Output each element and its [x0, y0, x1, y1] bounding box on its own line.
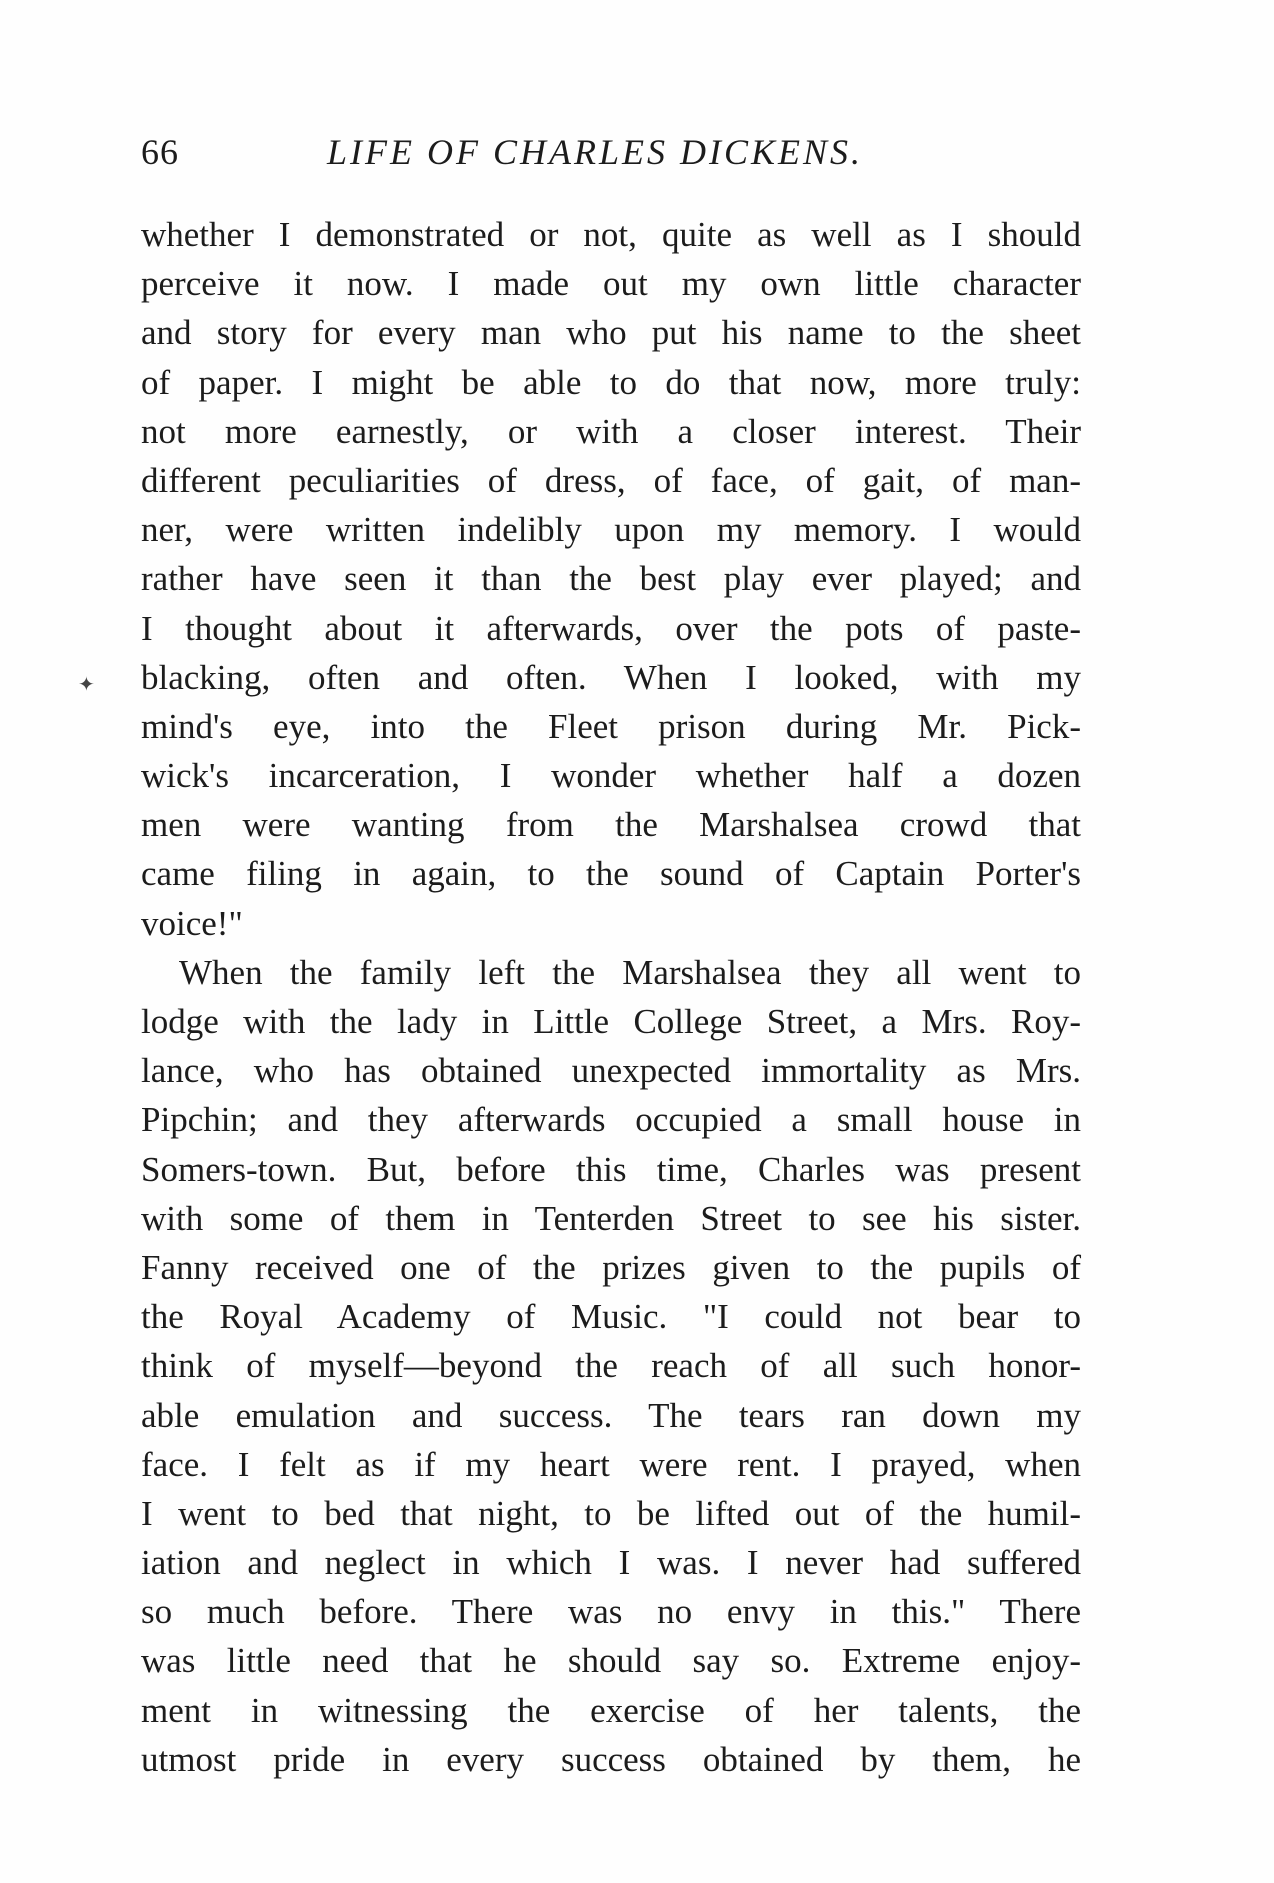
body-text: [141, 210, 1081, 1784]
paragraph-1: [141, 210, 1081, 948]
text-line: rather have seen it than the best play ever played; and: [141, 559, 1081, 599]
text-line: When the family left the Marshalsea they all went to: [179, 952, 1081, 992]
text-line: lodge with the lady in Little College Street, a Mrs. Roy-: [141, 1002, 1081, 1041]
text-line: men were wanting from the Marshalsea crowd that: [141, 805, 1081, 845]
text-line: I went to bed that night, to be lifted out of the humil-: [141, 1493, 1081, 1533]
text-line: face. I felt as if my heart were rent. I prayed, when: [141, 1444, 1081, 1484]
text-line: think of myself—beyond the reach of all such honor-: [141, 1346, 1081, 1386]
text-line: was little need that he should say so. Extreme enjoy-: [141, 1641, 1081, 1681]
running-title: LIFE OF CHARLES DICKENS.: [327, 132, 863, 172]
text-line: lance, who has obtained unexpected immortality as Mrs.: [141, 1051, 1081, 1091]
text-line: iation and neglect in which I was. I never had suffered: [141, 1543, 1081, 1583]
text-line: different peculiarities of dress, of face, of gait, of man-: [141, 460, 1081, 500]
text-line: Somers-town. But, before this time, Charles was present: [141, 1149, 1081, 1189]
text-line: mind's eye, into the Fleet prison during Mr. Pick-: [141, 706, 1081, 746]
page-number: 66: [141, 132, 179, 172]
text-line: Pipchin; and they afterwards occupied a small house in: [141, 1100, 1081, 1140]
text-line: whether I demonstrated or not, quite as well as I should: [141, 215, 1081, 254]
text-line: ner, were written indelibly upon my memory. I would: [141, 510, 1081, 550]
text-line: Fanny received one of the prizes given to the pupils of: [141, 1247, 1081, 1287]
text-line: the Royal Academy of Music. "I could not bear to: [141, 1297, 1081, 1337]
text-line: not more earnestly, or with a closer interest. Their: [141, 411, 1081, 451]
text-line: able emulation and success. The tears ran down my: [141, 1395, 1081, 1435]
running-head: [141, 128, 1081, 176]
text-line: came filing in again, to the sound of Captain Porter's: [141, 854, 1081, 894]
text-line: of paper. I might be able to do that now, more truly:: [141, 362, 1081, 402]
text-line: ment in witnessing the exercise of her talents, the: [141, 1690, 1081, 1730]
text-line: so much before. There was no envy in this." There: [141, 1592, 1081, 1632]
text-line: blacking, often and often. When I looked, with my: [141, 657, 1081, 697]
text-line: utmost pride in every success obtained by them, he: [141, 1739, 1081, 1779]
text-line: and story for every man who put his name to the sheet: [141, 313, 1081, 353]
paragraph-2: [141, 948, 1081, 1784]
text-line: wick's incarceration, I wonder whether half a dozen: [141, 756, 1081, 796]
text-line: perceive it now. I made out my own little character: [141, 264, 1081, 304]
text-line: voice!": [141, 903, 243, 943]
text-line: with some of them in Tenterden Street to see his sister.: [141, 1198, 1081, 1238]
text-line: I thought about it afterwards, over the pots of paste-: [141, 608, 1081, 648]
margin-speck: ✦: [78, 674, 95, 696]
